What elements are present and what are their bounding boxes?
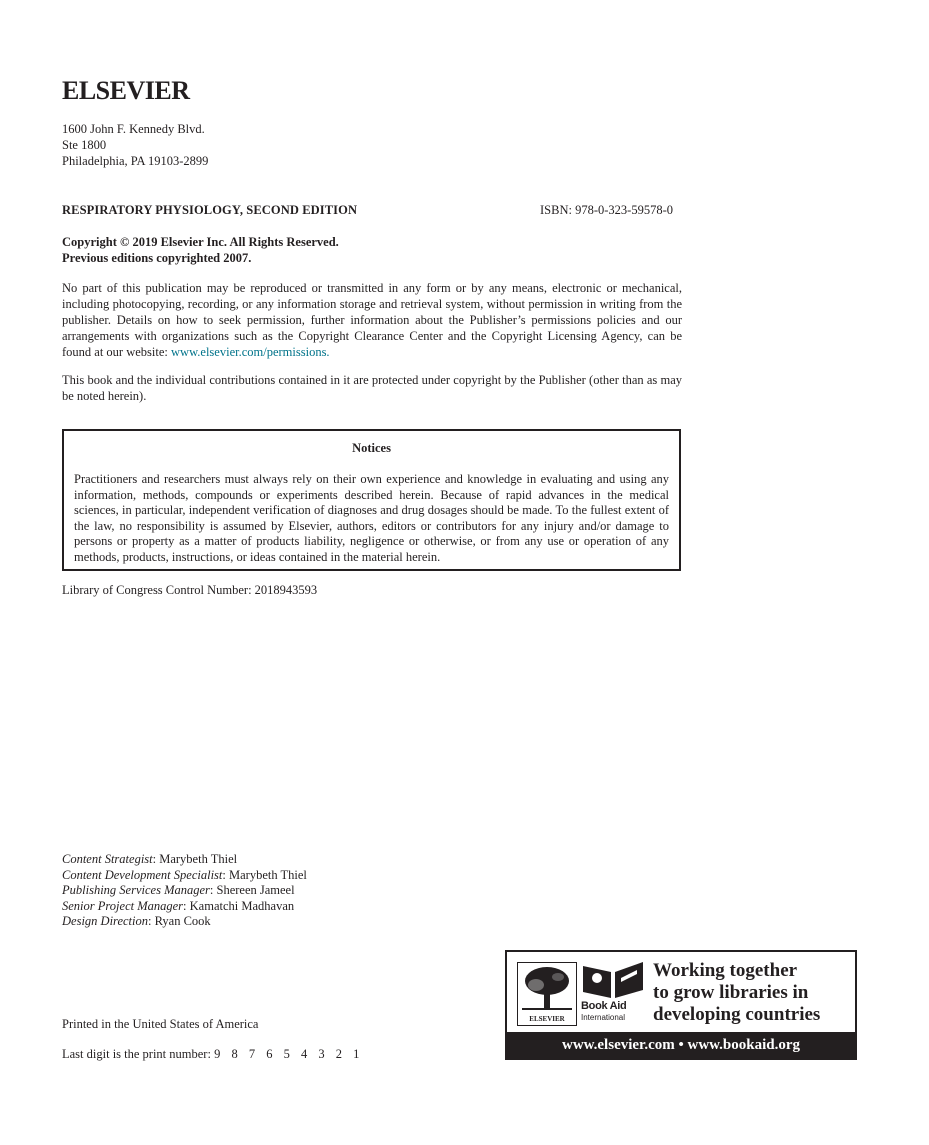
book-aid-banner [505,950,857,1060]
credit-line [62,868,307,884]
isbn: ISBN: 978-0-323-59578-0 [540,203,673,217]
credit-role: Content Development Specialist [62,867,223,882]
credit-line [62,914,307,930]
printed-in-line: Printed in the United States of America [62,1017,259,1031]
credit-name: : Ryan Cook [147,914,211,928]
book-aid-tagline [653,960,820,1026]
elsevier-tree-logo [517,962,577,1026]
tagline-line-3: developing countries [653,1004,821,1025]
elsevier-logo-label: ELSEVIER [529,1015,565,1023]
publisher-address [62,121,208,169]
open-book-icon [581,960,645,1000]
credit-role: Publishing Services Manager [62,883,210,897]
credit-role: Content Strategist [62,852,153,866]
book-aid-logo-sublabel: International [581,1013,626,1022]
permissions-text: No part of this publication may be reproduced or transmitted in any form or by any means, electronic or mechanical, including photocopying, recording, or any information storage and retrieval system, without permission in writing from the publisher. Details on how to seek permission, further information about the Publisher’s permissions policies and our arrangements with organizations such as the Copyright Clearance Center and the Copyright Licensing Agency, can be found at our website: [62,281,682,359]
publisher-logo-wordmark: ELSEVIER [62,76,190,105]
previous-editions-line: Previous editions copyrighted 2007. [62,251,252,265]
credit-role: Senior Project Manager [62,898,184,913]
credit-line [62,899,307,915]
address-line-1: 1600 John F. Kennedy Blvd. [62,122,205,136]
credit-name: : Marybeth Thiel [222,867,307,882]
credit-name: : Kamatchi Madhavan [183,898,295,913]
print-number-label: Last digit is the print number: [62,1047,211,1061]
credits-list [62,852,307,930]
address-line-3: Philadelphia, PA 19103-2899 [62,154,209,168]
credit-role: Design Direction [62,914,148,928]
library-of-congress-number: Library of Congress Control Number: 2018943593 [62,583,318,597]
tagline-line-2: to grow libraries in [653,982,809,1003]
copyright-line: Copyright © 2019 Elsevier Inc. All Rights Reserved. [62,235,339,249]
credit-name: : Shereen Jameel [209,883,295,897]
copyright-block [62,234,339,266]
credit-name: : Marybeth Thiel [152,852,238,866]
notices-box [62,429,681,571]
notices-title: Notices [352,441,391,455]
permissions-link[interactable]: www.elsevier.com/permissions. [171,345,330,359]
print-number-line [62,1047,359,1062]
address-line-2: Ste 1800 [62,138,107,152]
print-number-digits: 9 8 7 6 5 4 3 2 1 [214,1047,360,1061]
book-aid-logo-label: Book Aid [581,1000,627,1012]
protection-paragraph: This book and the individual contributions contained in it are protected under copyright by the Publisher (other than as may be noted herein). [62,373,682,403]
book-aid-logo [581,960,645,1026]
tree-icon [518,963,576,1013]
credit-line [62,852,307,868]
tagline-line-1: Working together [653,960,798,981]
notices-body: Practitioners and researchers must always rely on their own experience and knowledge in evaluating and using any information, methods, compounds or experiments described herein. Because of rapid advances in the medical sciences, in particular, independent verification of diagnoses and drug dosages should be made. To the fullest extent of the law, no responsibility is assumed by Elsevier, authors, editors or contributors for any injury and/or damage to persons or property as a matter of products liability, negligence or otherwise, or from any use or operation of any methods, products, instructions, or ideas contained in the material herein. [74,472,669,564]
book-title: RESPIRATORY PHYSIOLOGY, SECOND EDITION [62,203,358,217]
book-aid-footer-urls: www.elsevier.com • www.bookaid.org [507,1032,855,1058]
permissions-paragraph [62,280,682,360]
credit-line [62,883,307,899]
